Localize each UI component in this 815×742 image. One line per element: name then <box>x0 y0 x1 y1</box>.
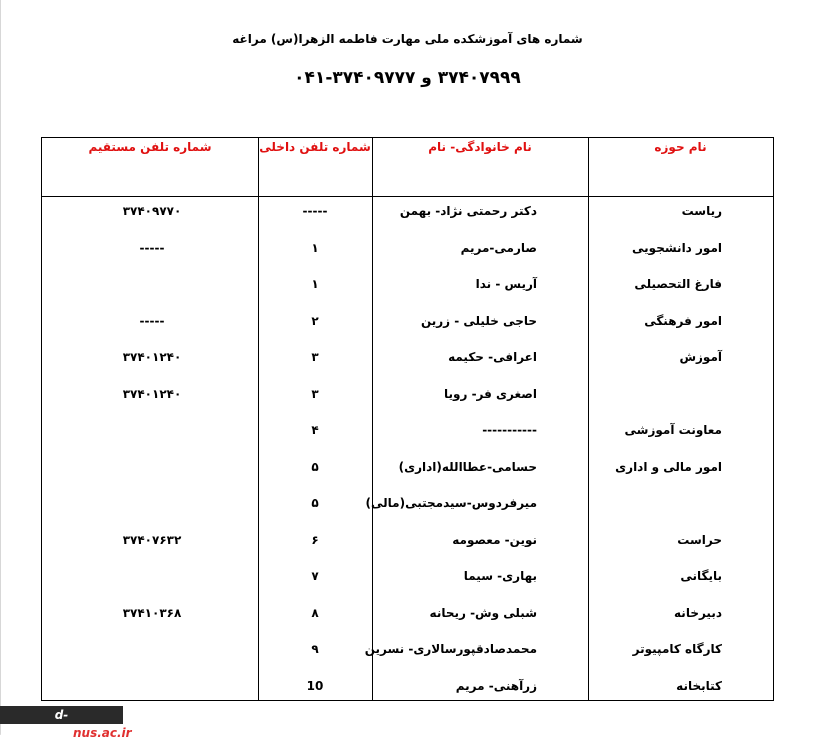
extension-cell: ۵ <box>311 459 319 474</box>
unit-cell: دبیرخانه <box>674 605 722 620</box>
unit-cell: امور دانشجویی <box>632 240 722 255</box>
extension-cell: ۶ <box>311 532 319 547</box>
name-cell: آریس - ندا <box>475 277 537 291</box>
direct-phone-cell <box>62 457 242 477</box>
name-cell: اعرافی- حکیمه <box>448 350 537 364</box>
unit-cell: امور فرهنگی <box>644 313 722 328</box>
document-phone-numbers: ۳۷۴۰۷۹۹۹ و ۳۷۴۰۹۷۷۷-۰۴۱ <box>294 68 521 88</box>
unit-cell: بایگانی <box>680 569 722 583</box>
unit-cell: امور مالی و اداری <box>615 459 722 474</box>
unit-cell: ریاست <box>681 204 722 218</box>
header-direct-phone: شماره تلفن مستقیم <box>88 140 212 154</box>
table-row <box>42 347 773 367</box>
watermark-prefix: d-maragheh. <box>0 708 73 740</box>
direct-phone-cell <box>62 420 242 440</box>
table-row <box>42 639 773 659</box>
table-row <box>42 566 773 586</box>
extension-cell: ۲ <box>311 313 319 328</box>
extension-cell: 10 <box>306 678 324 693</box>
extension-cell: ----- <box>302 204 328 218</box>
watermark-highlight: nus.ac.ir <box>73 726 132 740</box>
name-cell: میرفردوس-سیدمجتبی(مالی) <box>365 496 537 510</box>
table-row <box>42 311 773 331</box>
unit-cell: حراست <box>677 532 722 547</box>
extension-cell: ۷ <box>311 569 319 583</box>
direct-phone-cell <box>62 274 242 294</box>
extension-cell: ۱ <box>311 277 319 291</box>
extension-cell: ۴ <box>311 423 319 437</box>
extension-cell: ۳ <box>311 350 319 364</box>
header-extension: شماره تلفن داخلی <box>259 140 371 154</box>
header-name: نام خانوادگی- نام <box>428 140 532 154</box>
direct-phone-cell: ۳۷۴۰۷۶۳۲ <box>122 532 182 547</box>
unit-cell: آموزش <box>679 350 722 364</box>
name-cell: اصغری فر- رویا <box>444 386 537 401</box>
direct-phone-cell: ۳۷۴۱۰۳۶۸ <box>122 605 182 620</box>
extension-cell: ۸ <box>311 605 319 620</box>
unit-cell: معاونت آموزشی <box>624 423 722 437</box>
table-row <box>42 493 773 513</box>
table-row <box>42 603 773 623</box>
table-row <box>42 274 773 294</box>
header-unit: نام حوزه <box>654 140 707 154</box>
site-watermark <box>0 706 132 740</box>
header-divider <box>42 196 773 197</box>
direct-phone-cell <box>62 566 242 586</box>
table-row <box>42 420 773 440</box>
unit-cell: فارغ التحصیلی <box>634 277 722 291</box>
table-row <box>42 238 773 258</box>
direct-phone-cell: ----- <box>139 240 165 255</box>
unit-cell <box>602 493 722 513</box>
unit-cell: کتابخانه <box>676 678 722 693</box>
direct-phone-cell: ----- <box>139 313 165 328</box>
direct-phone-cell <box>62 676 242 696</box>
direct-phone-cell <box>62 493 242 513</box>
name-cell: صارمی-مریم <box>460 240 537 255</box>
table-row <box>42 384 773 404</box>
table-row <box>42 530 773 550</box>
direct-phone-cell: ۳۷۴۰۱۲۴۰ <box>122 350 182 364</box>
page-left-border <box>0 0 1 735</box>
document-title: شماره های آموزشکده ملی مهارت فاطمه الزهرا(س) مراغه <box>232 32 583 46</box>
direct-phone-cell <box>62 639 242 659</box>
name-cell: حاجی خلیلی - زرین <box>420 313 537 328</box>
table-row <box>42 676 773 696</box>
extension-cell: ۱ <box>311 240 319 255</box>
name-cell: نوین- معصومه <box>452 532 537 547</box>
phone-directory-table <box>41 137 774 701</box>
unit-cell <box>602 384 722 404</box>
unit-cell: کارگاه کامپیوتر <box>632 642 722 656</box>
name-cell: ----------- <box>482 423 537 437</box>
extension-cell: ۳ <box>311 386 319 401</box>
name-cell: محمدصادقپورسالاری- نسرین <box>364 642 537 656</box>
name-cell: دکتر رحمتی نژاد- بهمن <box>399 204 537 218</box>
direct-phone-cell: ۳۷۴۰۹۷۷۰ <box>122 204 182 218</box>
extension-cell: ۵ <box>311 496 319 510</box>
extension-cell: ۹ <box>311 642 319 656</box>
name-cell: شبلی وش- ریحانه <box>429 605 537 620</box>
table-row <box>42 457 773 477</box>
name-cell: زرآهنی- مریم <box>455 678 537 693</box>
direct-phone-cell: ۳۷۴۰۱۲۴۰ <box>122 386 182 401</box>
name-cell: بهاری- سیما <box>463 569 537 583</box>
table-row <box>42 201 773 221</box>
name-cell: حسامی-عطاالله(اداری) <box>398 459 537 474</box>
